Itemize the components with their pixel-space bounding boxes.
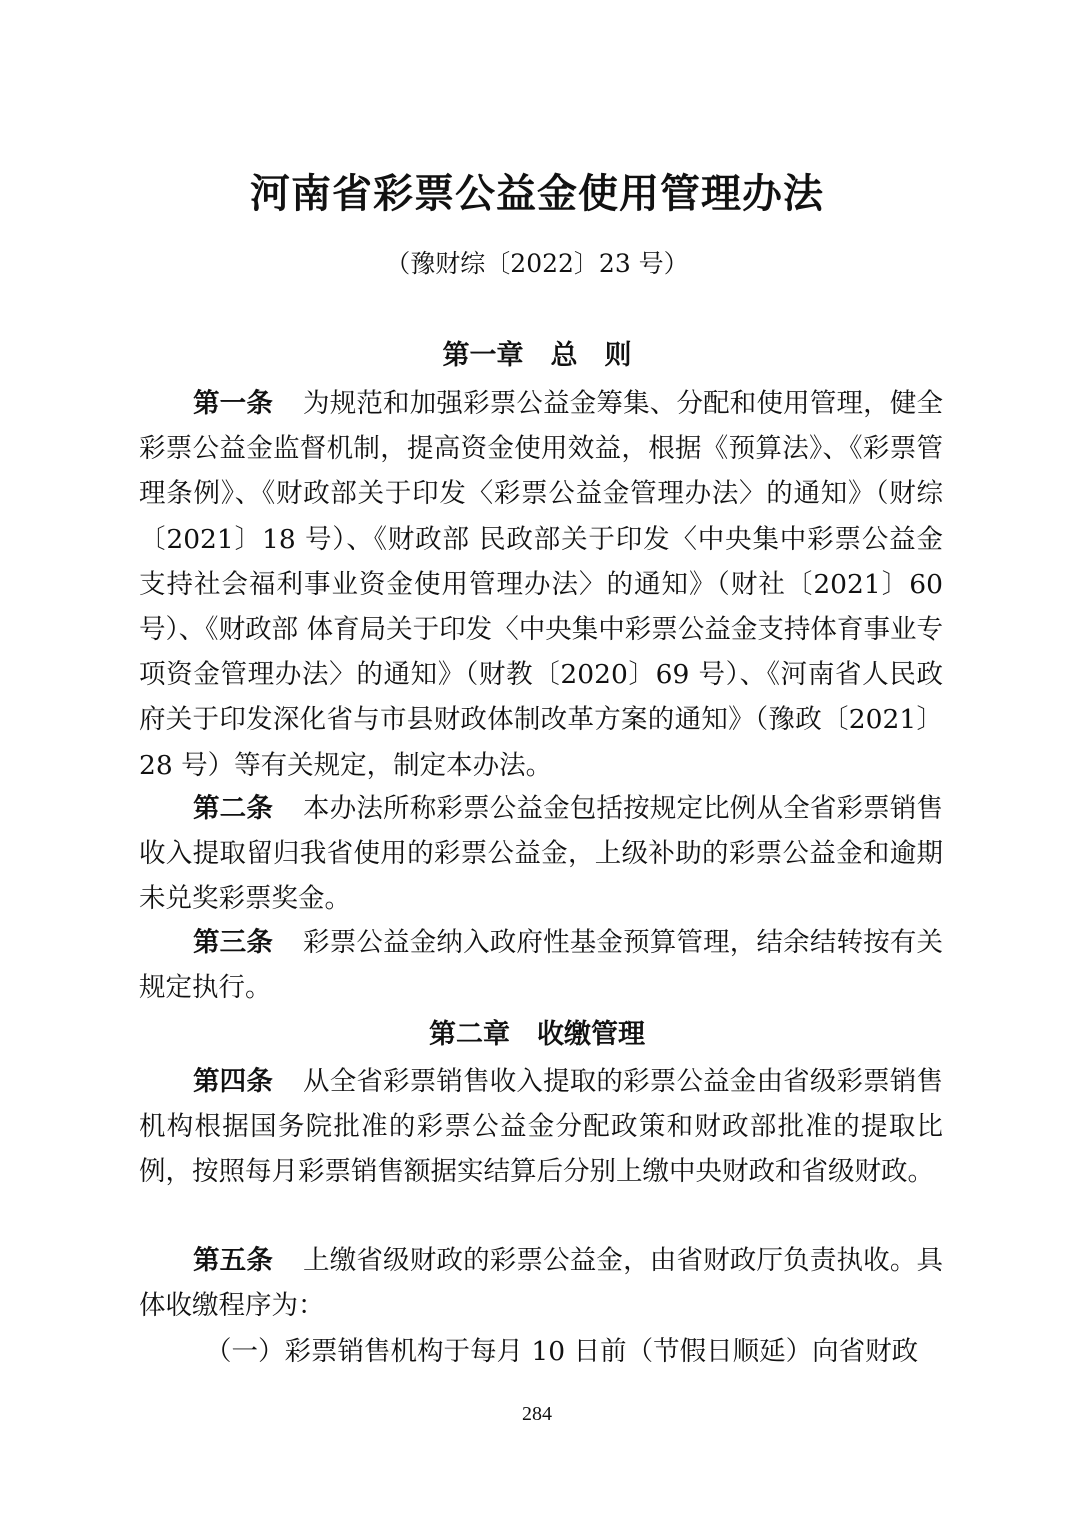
article-1 bbox=[139, 381, 943, 788]
article-3-text: 彩票公益金纳入政府性基金预算管理，结余结转按有关规定执行。 bbox=[139, 927, 944, 1004]
document-number: （豫财综〔2022〕23 号） bbox=[385, 249, 689, 278]
article-5 bbox=[139, 1238, 943, 1328]
article-2 bbox=[139, 786, 943, 922]
article-5-label: 第五条 bbox=[193, 1245, 274, 1276]
article-5-text: 上缴省级财政的彩票公益金，由省财政厅负责执收。具体收缴程序为： bbox=[139, 1245, 944, 1322]
chapter-heading-1: 第一章 总 则 bbox=[442, 340, 632, 371]
document-title: 河南省彩票公益金使用管理办法 bbox=[250, 170, 824, 217]
article-1-text: 为规范和加强彩票公益金筹集、分配和使用管理，健全彩票公益金监督机制，提高资金使用效益，根据《预算法》、《彩票管理条例》、《财政部关于印发〈彩票公益金管理办法〉的通知》（财综〔2021〕18 号）、《财政部 民政部关于印发〈中央集中彩票公益金支持社会福利事业资金使用管理办法〉的通知》（财社〔2021〕60 号）、《财政部 体育局关于印发〈中央集中彩票公益金支持体育事业专项资金管理办法〉的通知》（财教〔2020〕69 号）、《河南省人民政府关于印发深化省与市县财政体制改革方案的通知》（豫政〔2021〕28 号）等有关规定，制定本办法。 bbox=[139, 388, 944, 781]
chapter-heading-2: 第二章 收缴管理 bbox=[429, 1019, 645, 1050]
article-3-label: 第三条 bbox=[193, 927, 274, 958]
page-number: 284 bbox=[522, 1403, 552, 1425]
article-1-label: 第一条 bbox=[193, 388, 274, 419]
article-4-text: 从全省彩票销售收入提取的彩票公益金由省级彩票销售机构根据国务院批准的彩票公益金分配政策和财政部批准的提取比例，按照每月彩票销售额据实结算后分别上缴中央财政和省级财政。 bbox=[139, 1066, 944, 1188]
article-2-text: 本办法所称彩票公益金包括按规定比例从全省彩票销售收入提取留归我省使用的彩票公益金，上级补助的彩票公益金和逾期未兑奖彩票奖金。 bbox=[139, 793, 944, 915]
article-3 bbox=[139, 920, 943, 1010]
article-4-label: 第四条 bbox=[193, 1066, 274, 1097]
list-item: （一）彩票销售机构于每月 10 日前（节假日顺延）向省财政 bbox=[205, 1336, 919, 1367]
article-2-label: 第二条 bbox=[193, 793, 274, 824]
article-4 bbox=[139, 1059, 943, 1195]
